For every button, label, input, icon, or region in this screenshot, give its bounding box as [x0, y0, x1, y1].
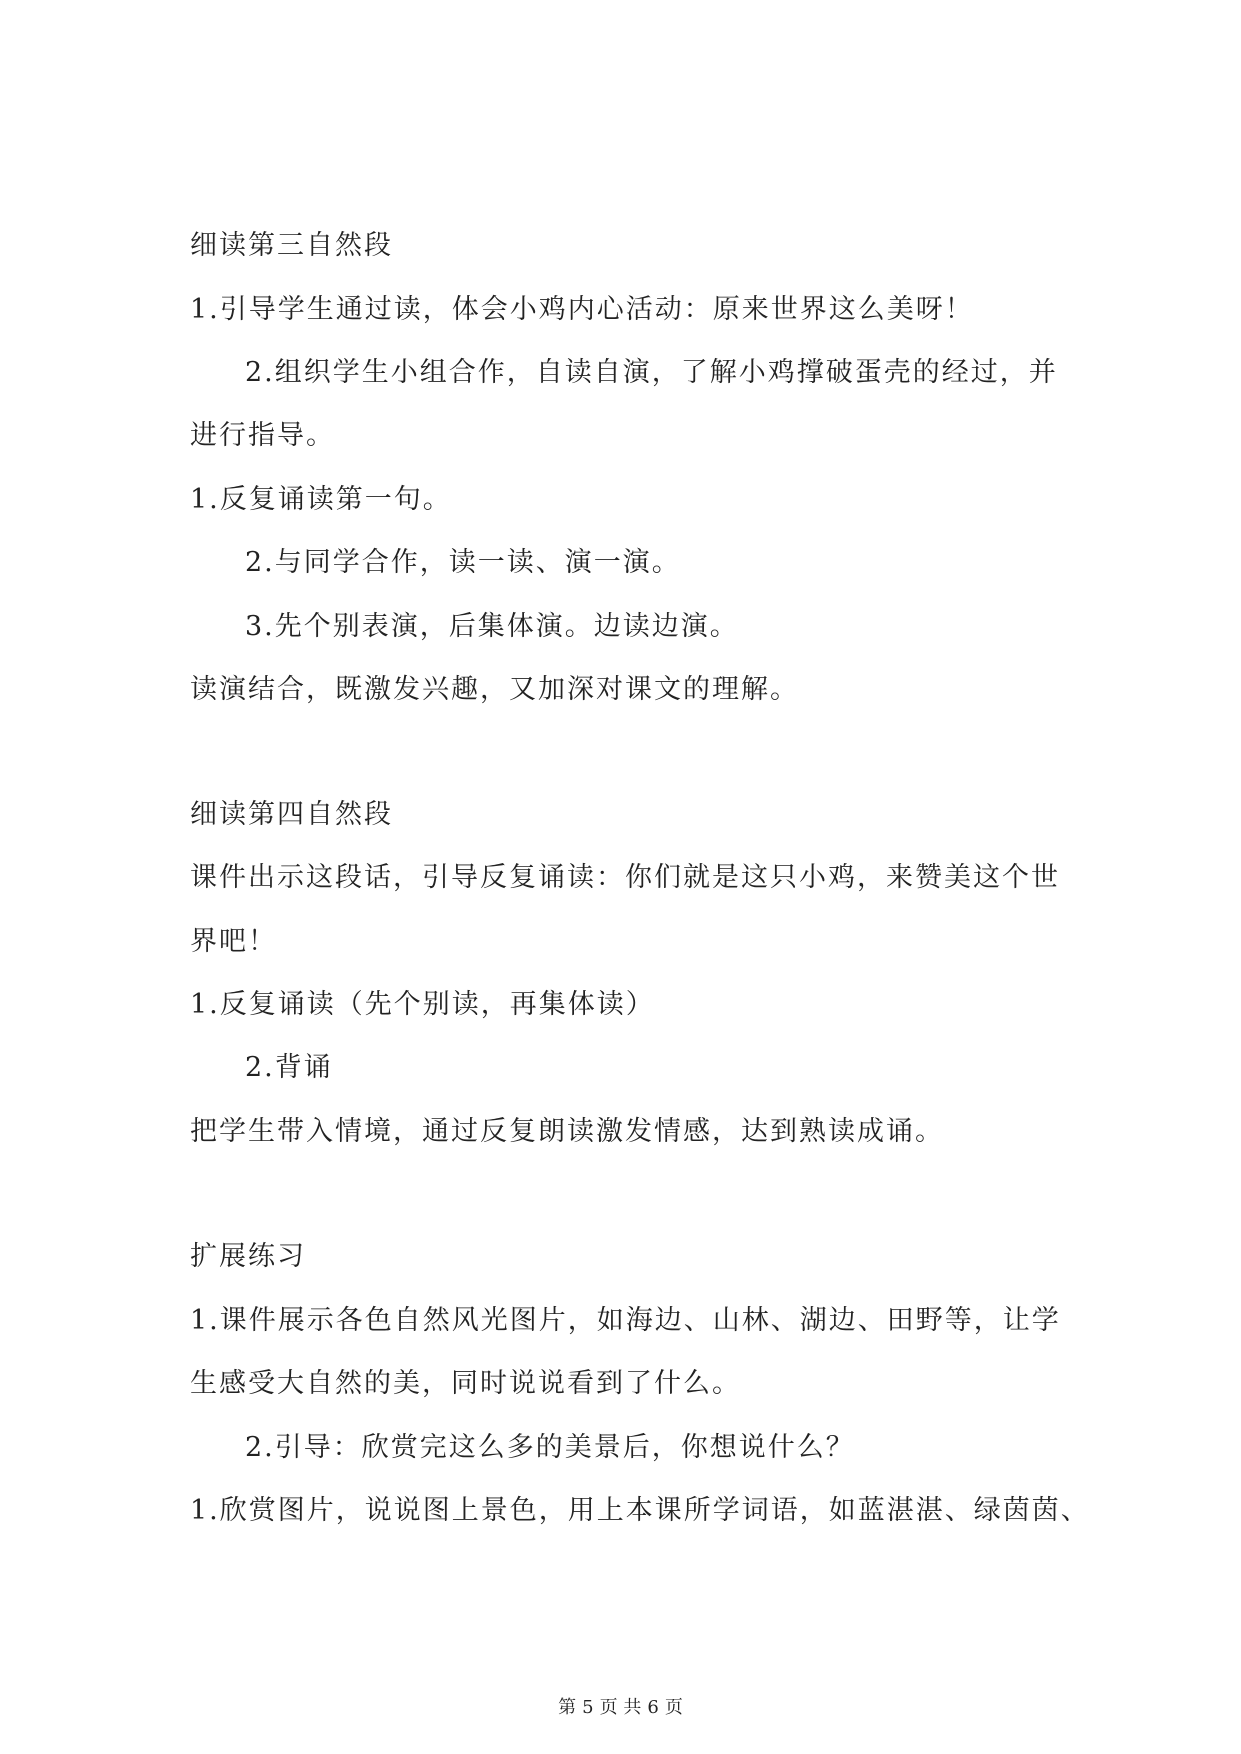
section-heading: 细读第三自然段	[190, 230, 393, 261]
footer-prefix: 第	[558, 1697, 577, 1718]
page-footer	[0, 1696, 1241, 1720]
section-heading: 细读第四自然段	[190, 799, 393, 830]
paragraph-line: 1.引导学生通过读，体会小鸡内心活动：原来世界这么美呀！	[190, 294, 974, 325]
current-page-number: 5	[582, 1697, 594, 1718]
paragraph-line: 2.组织学生小组合作，自读自演，了解小鸡撑破蛋壳的经过，并	[245, 357, 1058, 388]
paragraph-line: 进行指导。	[190, 420, 335, 451]
total-page-number: 6	[647, 1697, 659, 1718]
paragraph-line: 界吧！	[190, 926, 277, 957]
paragraph-line: 1.反复诵读（先个别读，再集体读）	[190, 989, 655, 1020]
footer-suffix: 页	[664, 1697, 683, 1718]
paragraph-line: 生感受大自然的美，同时说说看到了什么。	[190, 1368, 741, 1399]
paragraph-line: 读演结合，既激发兴趣，又加深对课文的理解。	[190, 674, 799, 705]
paragraph-line: 1.课件展示各色自然风光图片，如海边、山林、湖边、田野等，让学	[190, 1305, 1061, 1336]
paragraph-line: 把学生带入情境，通过反复朗读激发情感，达到熟读成诵。	[190, 1116, 944, 1147]
footer-mid: 页 共	[599, 1697, 642, 1718]
section-heading: 扩展练习	[190, 1241, 306, 1272]
paragraph-line: 2.与同学合作，读一读、演一演。	[245, 547, 681, 578]
paragraph-line: 2.引导：欣赏完这么多的美景后，你想说什么？	[245, 1432, 855, 1463]
paragraph-line: 2.背诵	[245, 1052, 333, 1083]
paragraph-line: 课件出示这段话，引导反复诵读：你们就是这只小鸡，来赞美这个世	[190, 862, 1060, 893]
paragraph-line: 1.欣赏图片，说说图上景色，用上本课所学词语，如蓝湛湛、绿茵茵、	[190, 1495, 1090, 1526]
paragraph-line: 3.先个别表演，后集体演。边读边演。	[245, 611, 739, 642]
paragraph-line: 1.反复诵读第一句。	[190, 484, 452, 515]
